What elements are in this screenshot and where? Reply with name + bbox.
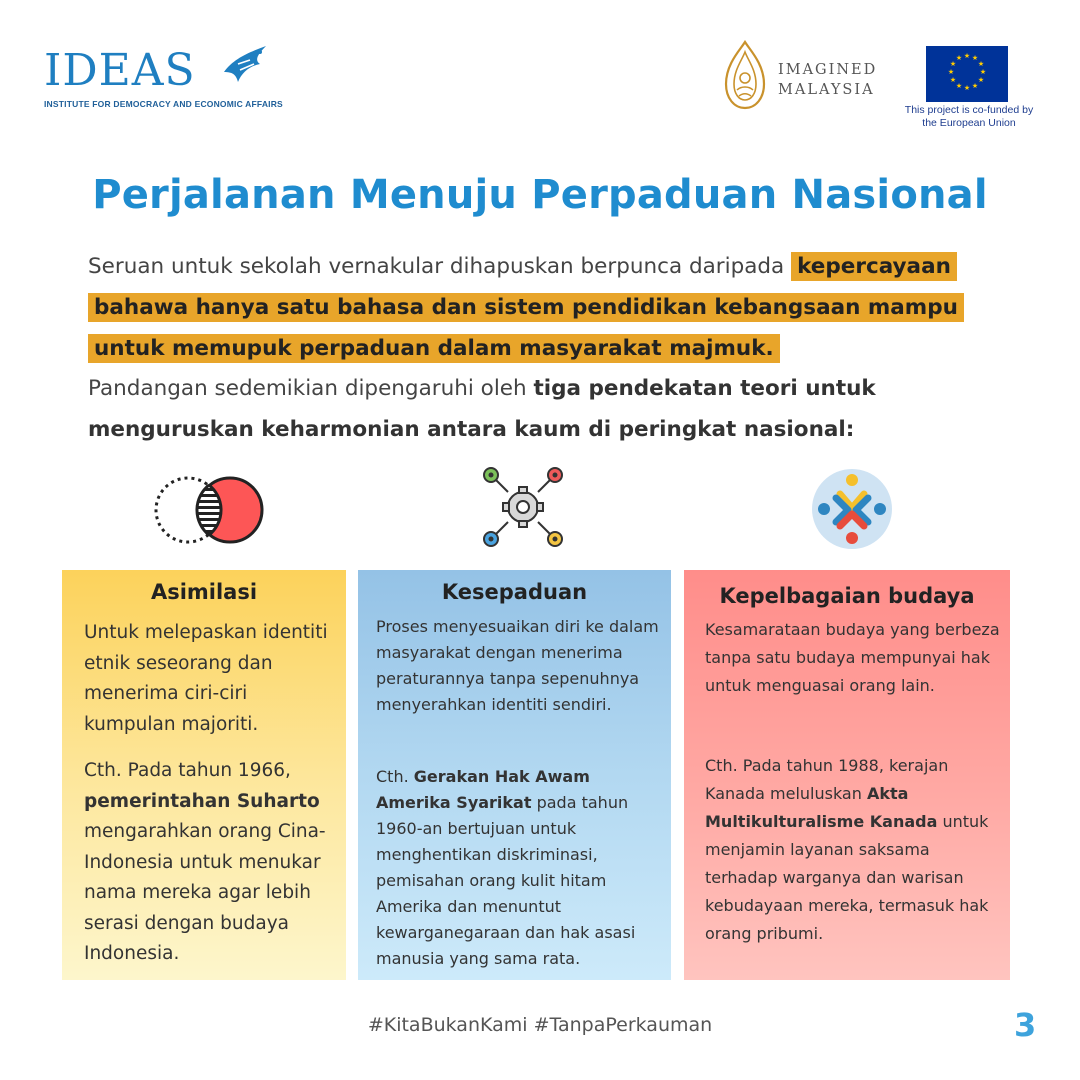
eu-caption-line2: the European Union	[922, 117, 1016, 129]
svg-text:★: ★	[979, 68, 987, 76]
svg-text:★: ★	[949, 76, 957, 84]
example-bold-text: Akta Multikulturalisme Kanada	[705, 784, 938, 831]
bird-icon	[220, 42, 272, 88]
card-description: Untuk melepaskan identiti etnik seseorang dan menerima ciri-ciri kumpulan majoriti.	[84, 622, 328, 735]
card-asimilasi	[62, 570, 346, 980]
eu-flag-icon	[926, 46, 1008, 102]
eu-caption	[880, 104, 1058, 130]
ideas-logo	[44, 42, 283, 117]
diverse-people-icon	[808, 466, 898, 552]
card-description: Proses menyesuaikan diri ke dalam masyarakat dengan menerima peraturannya tanpa sepenuhnya menyerahkan identiti sendiri.	[376, 617, 659, 714]
card-kesepaduan	[358, 570, 671, 980]
card-title: Kepelbagaian budaya	[719, 584, 975, 608]
svg-text:★: ★	[963, 84, 971, 92]
hashtags: #KitaBukanKami #TanpaPerkauman	[367, 1014, 713, 1036]
card-example	[84, 756, 342, 970]
example-text: Cth. Pada tahun 1988, kerajan Kanada meluluskan	[705, 756, 949, 803]
card-example	[376, 764, 668, 972]
svg-text:★: ★	[949, 60, 957, 68]
svg-text:★: ★	[977, 76, 985, 84]
theory-paragraph	[88, 368, 948, 450]
card-title: Asimilasi	[150, 580, 258, 604]
card-title: Kesepaduan	[441, 580, 588, 604]
intro-plain-text: Seruan untuk sekolah vernakular dihapuskan berpunca daripada	[88, 254, 792, 279]
page-number: 3	[1014, 1006, 1037, 1044]
gear-network-icon	[478, 462, 568, 552]
example-text: mengarahkan orang Cina-Indonesia untuk menukar nama mereka agar lebih serasi dengan budaya Indonesia.	[84, 821, 326, 964]
intro-paragraph	[88, 246, 1008, 369]
imagined-text: IMAGINED	[778, 62, 878, 78]
card-kepelbagaian-budaya	[684, 570, 1010, 980]
example-text: Cth. Pada tahun 1966,	[84, 760, 291, 781]
imagined-malaysia-logo	[722, 40, 897, 110]
venn-diagram-icon	[152, 470, 268, 550]
wayang-emblem-icon	[722, 40, 768, 110]
page-title: Perjalanan Menuju Perpaduan Nasional	[92, 172, 988, 218]
svg-text:★: ★	[971, 54, 979, 62]
card-example	[705, 752, 1005, 948]
svg-text:★: ★	[971, 82, 979, 90]
malaysia-text: MALAYSIA	[778, 82, 875, 98]
svg-text:★: ★	[947, 68, 955, 76]
imagined-malaysia-text	[778, 60, 877, 100]
svg-text:★: ★	[955, 54, 963, 62]
theory-bold-text: tiga pendekatan teori untuk menguruskan keharmonian antara kaum di peringkat nasional:	[88, 376, 876, 442]
example-text: untuk menjamin layanan saksama terhadap warganya dan warisan kebudayaan mereka, termasuk hak orang pribumi.	[705, 812, 989, 943]
eu-caption-line1: This project is co-funded by	[904, 104, 1034, 116]
example-text: Cth.	[376, 767, 414, 786]
theory-plain-text: Pandangan sedemikian dipengaruhi oleh	[88, 376, 534, 401]
svg-text:★: ★	[955, 82, 963, 90]
example-text: pada tahun 1960-an bertujuan untuk menghentikan diskriminasi, pemisahan orang kulit hitam Amerika dan menuntut kewarganegaraan dan hak asasi manusia yang sama rata.	[376, 793, 636, 968]
ideas-logo-subtitle: INSTITUTE FOR DEMOCRACY AND ECONOMIC AFFAIRS	[44, 99, 283, 109]
intro-highlight-text: kepercayaan bahawa hanya satu bahasa dan sistem pendidikan kebangsaan mampu untuk memupuk perpaduan dalam masyarakat majmuk.	[88, 252, 964, 363]
card-description: Kesamarataan budaya yang berbeza tanpa satu budaya mempunyai hak untuk menguasai orang lain.	[705, 620, 1000, 695]
example-bold-text: pemerintahan Suharto	[84, 790, 320, 812]
svg-text:★: ★	[963, 52, 971, 60]
ideas-logo-text: IDEAS	[44, 45, 196, 96]
svg-text:★: ★	[977, 60, 985, 68]
example-bold-text: Gerakan Hak Awam Amerika Syarikat	[376, 767, 590, 812]
